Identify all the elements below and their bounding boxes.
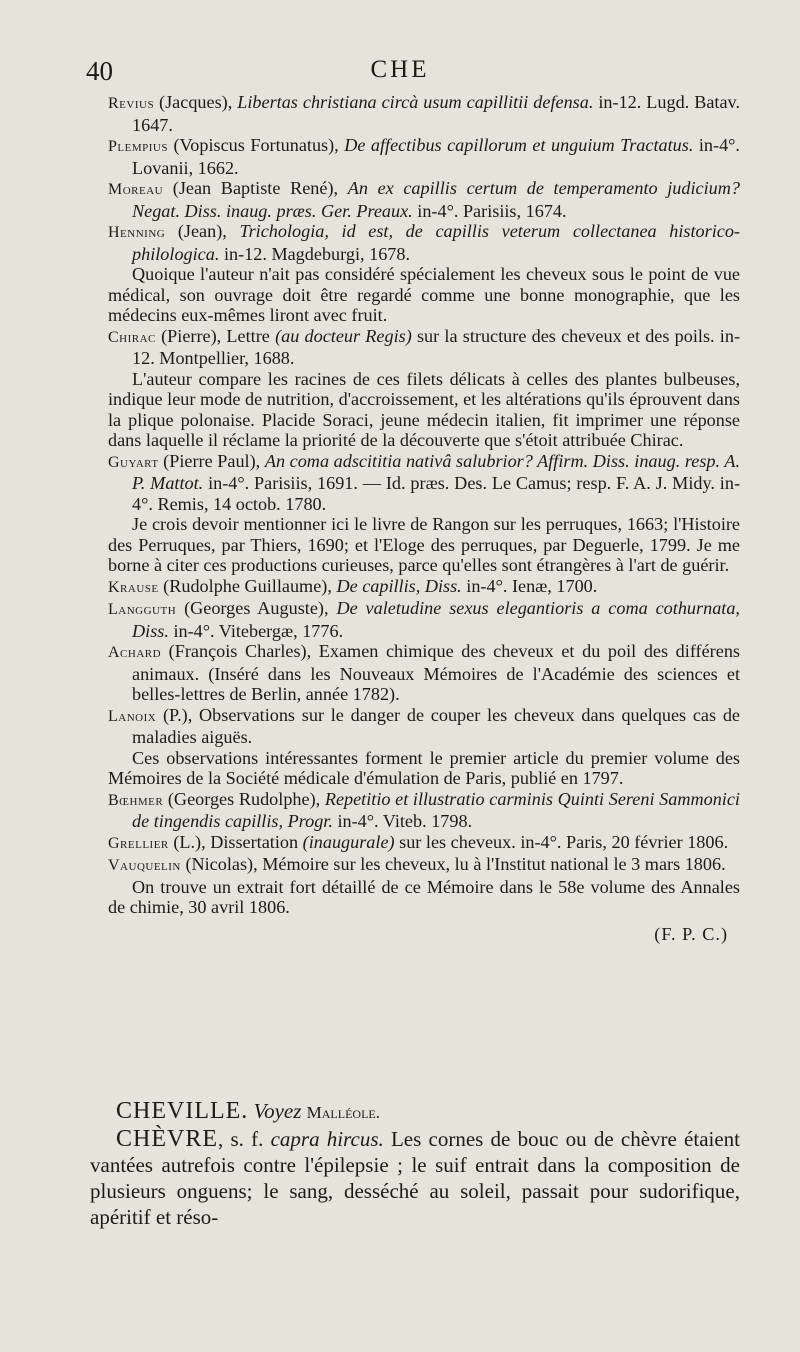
author-signature: (F. P. C.) [654, 923, 728, 944]
entry-details: (Pierre Paul), [158, 450, 265, 471]
author-name: Bœhmer [108, 791, 164, 809]
commentary-paragraph: Je crois devoir mentionner ici le livre de Rangon sur les perruques, 1663; l'Histoire des Perruques, par Thiers, 1690; et l'Eloge des perruques, par Deguerle, 1799. Je me borne à citer ces productions curieuses, parce qu'elles sont étrangères à l'art de guérir. [108, 514, 740, 575]
publication-info: in-12. Lugd. Batav. 1647. [132, 92, 740, 135]
commentary-paragraph: Ces observations intéressantes forment le premier article du premier volume des Mémoires de la Société médicale d'émulation de Paris, publié en 1797. [108, 747, 740, 788]
cross-reference: Malléole. [306, 1103, 380, 1122]
work-title: Repetitio et illustratio carminis Quinti Sereni Sammonici de tingendis capillis, Progr. [132, 788, 740, 831]
author-name: Henning [108, 224, 166, 241]
author-name: Chirac [108, 328, 156, 346]
publication-info: in-4°. Viteb. 1798. [332, 811, 473, 831]
running-head: CHE [370, 56, 430, 83]
bibliography-entry [108, 576, 740, 599]
publication-info: in-4°. Lovanii, 1662. [132, 135, 740, 178]
entry-details: (Georges Auguste), [176, 598, 337, 618]
entry-details: (Nicolas), Mémoire sur les cheveux, lu à l'Institut national le 3 mars 1806. [180, 854, 726, 874]
entry-cheville [90, 1098, 740, 1126]
bibliography-entry [108, 451, 740, 515]
publication-info: in-4°. Vitebergæ, 1776. [168, 620, 344, 641]
page-header [0, 56, 800, 96]
entry-details: (Jacques), [154, 92, 238, 112]
work-title: An ex capillis certum de temperamento judicium? Negat. Diss. inaug. præs. Ger. Preaux. [132, 178, 740, 221]
work-title: Trichologia, id est, de capillis veterum collectanea historico-philologica. [132, 221, 740, 264]
author-name: Moreau [108, 181, 164, 198]
entry-details: (Pierre), Lettre [155, 325, 276, 346]
publication-info: in-12. Magdeburgi, 1678. [219, 243, 411, 264]
bibliography-entry [108, 832, 740, 855]
author-name: Vauquelin [108, 857, 181, 874]
author-name: Plempius [108, 138, 168, 155]
bibliography-entry [108, 705, 740, 748]
entry-text: Les cornes de bouc ou de chèvre étaient vantées autrefois contre l'épilepsie ; le suif entrait dans la composition de plusieurs onguens; le sang, desséché au soleil, passait pour sudorifique, apéritif et réso- [90, 1127, 741, 1229]
entry-chevre [90, 1126, 740, 1230]
author-name: Krause [108, 578, 159, 596]
publication-info: in-4°. Ienæ, 1700. [461, 575, 598, 596]
publication-info: sur la structure des cheveux et des poils. in-12. Montpellier, 1688. [132, 325, 741, 368]
author-name: Grellier [108, 834, 169, 852]
bibliography-entry [108, 135, 740, 178]
entry-details: (François Charles), Examen chimique des cheveux et du poil des différens animaux. (Inséré dans les Nouveaux Mémoires de l'Académie des sciences et belles-lettres de Berlin, année 1782). [132, 641, 740, 704]
bibliography-entry [108, 854, 740, 877]
grammar: , s. f. [218, 1127, 271, 1151]
entry-details: (Jean), [165, 221, 240, 241]
bibliography-entry [108, 178, 740, 221]
headword-cheville: CHEVILLE. [116, 1098, 249, 1124]
bibliography-entry [108, 92, 740, 135]
work-title: An coma adscititia nativâ salubrior? Affirm. Diss. inaug. resp. A. P. Mattot. [132, 450, 740, 493]
work-title: De capillis, Diss. [336, 575, 462, 596]
commentary-paragraph: On trouve un extrait fort détaillé de ce Mémoire dans le 58e volume des Annales de chimie, 30 avril 1806. [108, 876, 740, 917]
publication-info: in-4°. Parisiis, 1691. — Id. præs. Des. Le Camus; resp. F. A. J. Midy. in-4°. Remis, 14 octob. 1780. [132, 473, 740, 514]
work-title: (inaugurale) [302, 831, 395, 852]
author-name: Guyart [108, 453, 159, 471]
publication-info: in-4°. Parisiis, 1674. [412, 200, 567, 221]
author-name: Lanoix [108, 707, 157, 725]
entry-details: (Vopiscus Fortunatus), [167, 135, 345, 155]
entry-details: (Rudolphe Guillaume), [158, 575, 337, 596]
bibliography [108, 92, 740, 944]
author-name: Revius [108, 95, 155, 112]
bibliography-entry [108, 789, 740, 832]
work-title: (au docteur Regis) [275, 325, 412, 346]
work-title: De affectibus capillorum et unguium Tractatus. [344, 135, 694, 155]
author-name: Achard [108, 644, 162, 661]
page-number: 40 [86, 56, 113, 86]
voyez: Voyez [253, 1099, 302, 1123]
work-title: Libertas christiana circà usum capillitii defensa. [237, 92, 594, 112]
commentary-paragraph: L'auteur compare les racines de ces filets délicats à celles des plantes bulbeuses, indique leur mode de nutrition, d'accroissement, et les altérations qu'ils éprouvent dans la plique polonaise. Placide Soraci, jeune médecin italien, fit imprimer une réponse dans laquelle il réclame la priorité de la découverte que s'étoit attribuée Chirac. [108, 368, 740, 450]
commentary-paragraph: Quoique l'auteur n'ait pas considéré spécialement les cheveux sous le point de vue médical, son ouvrage doit être regardé comme une bonne monographie, que les médecins eux-mêmes liront avec fruit. [108, 264, 740, 325]
bibliography-entry [108, 326, 740, 369]
entry-details: (Jean Baptiste René), [163, 178, 348, 198]
dictionary-entries [90, 1098, 740, 1230]
bibliography-entry [108, 221, 740, 264]
publication-info: sur les cheveux. in-4°. Paris, 20 février 1806. [394, 831, 729, 852]
author-name: Langguth [108, 601, 177, 618]
bibliography-entry [108, 641, 740, 705]
entry-details: (P.), Observations sur le danger de couper les cheveux dans quelques cas de maladies aiguës. [132, 704, 740, 747]
bibliography-entry [108, 598, 740, 641]
entry-details: (L.), Dissertation [168, 831, 303, 852]
latin-name: capra hircus. [270, 1127, 384, 1151]
work-title: De valetudine sexus elegantioris a coma cothurnata, Diss. [132, 598, 740, 641]
entry-details: (Georges Rudolphe), [163, 788, 325, 809]
headword-chevre: CHÈVRE [116, 1126, 218, 1152]
